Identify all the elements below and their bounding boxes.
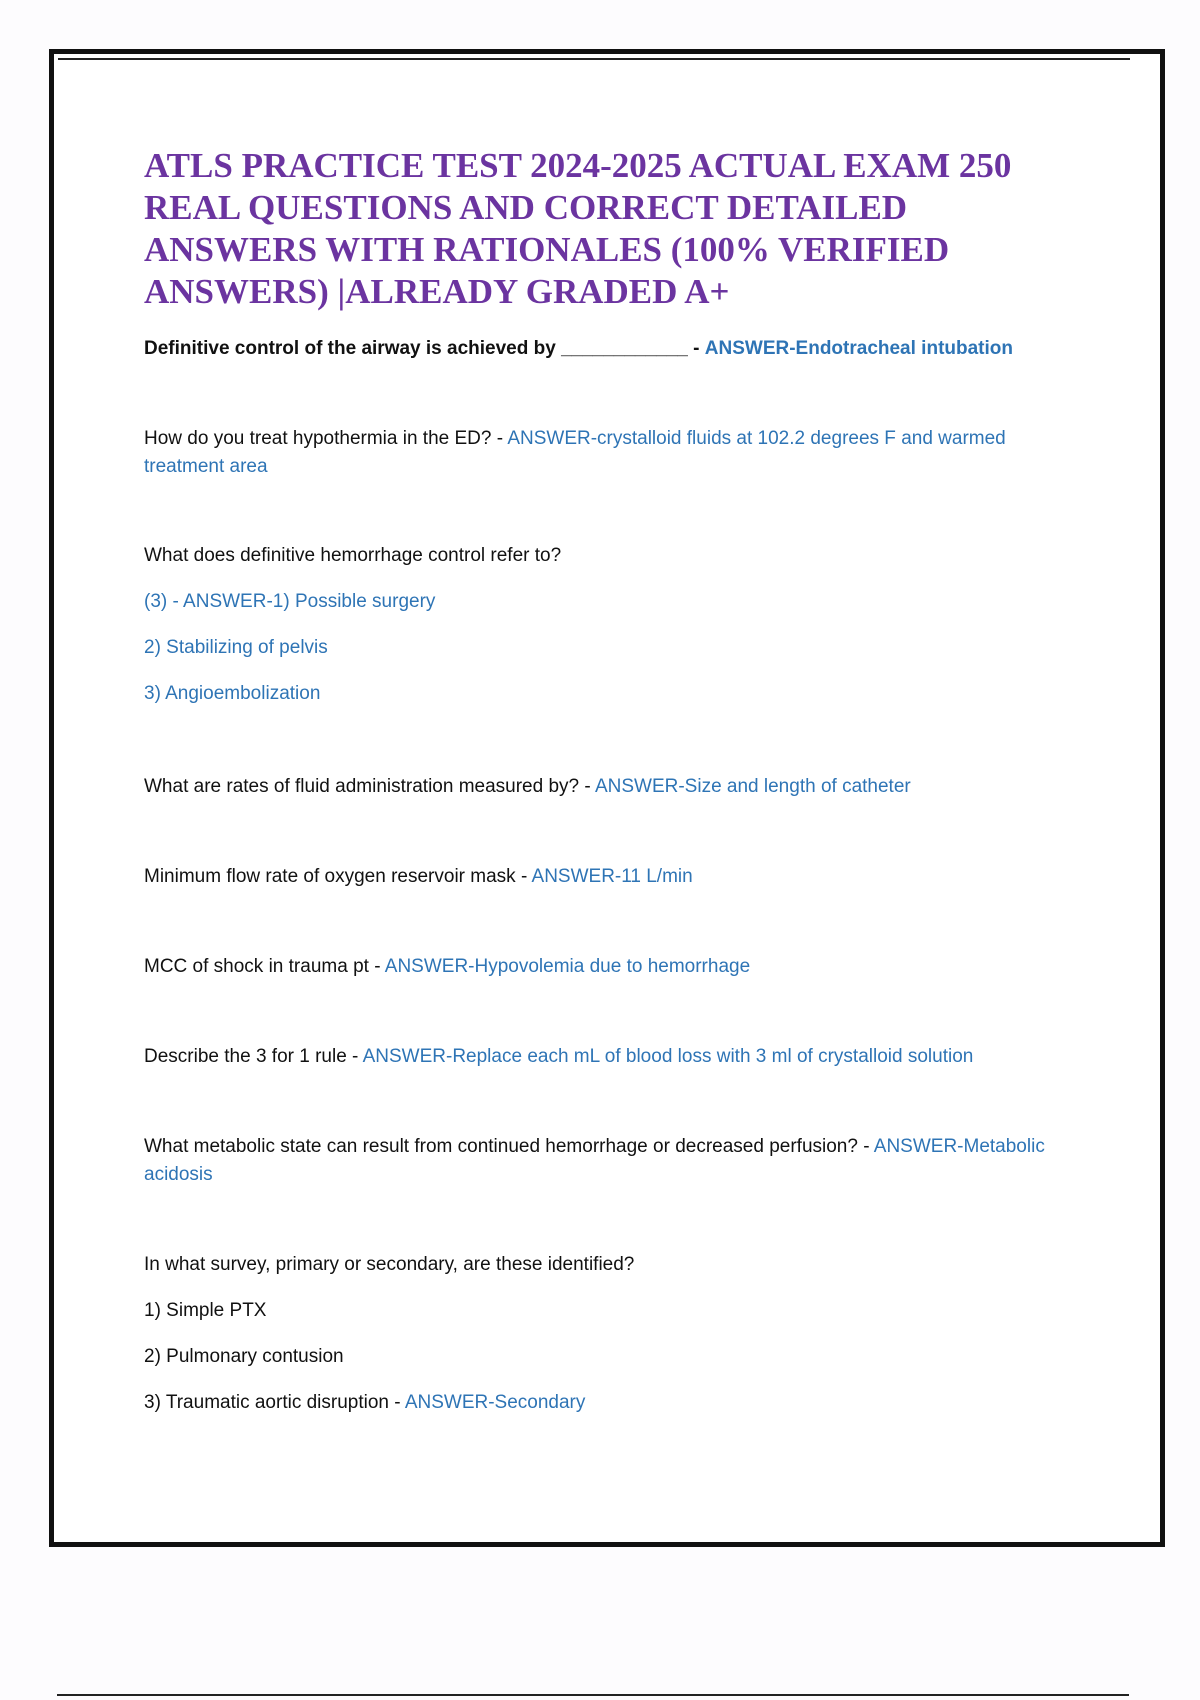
answer-text: ANSWER-Secondary [404, 1392, 586, 1413]
answer-text: ANSWER-Size and length of catheter [594, 776, 911, 797]
list-item: 1) Simple PTX [144, 1300, 267, 1321]
list-item: 2) Pulmonary contusion [144, 1346, 344, 1367]
answer-line: (3) - ANSWER-1) Possible surgery [144, 591, 436, 612]
question-text: Definitive control of the airway is achieved by ____________ - [144, 338, 700, 359]
answer-text: ANSWER-Endotracheal intubation [704, 338, 1013, 359]
answer-line: 2) Stabilizing of pelvis [144, 637, 328, 658]
question-text: What are rates of fluid administration measured by? - [144, 776, 591, 797]
question-text: In what survey, primary or secondary, are these identified? [144, 1254, 635, 1275]
question-text: Minimum flow rate of oxygen reservoir mask - [144, 866, 528, 887]
qa-item-4 [144, 773, 1074, 801]
top-rule [58, 58, 1130, 60]
list-item [144, 1389, 1074, 1417]
qa-item-3 [144, 542, 1074, 726]
question-text: How do you treat hypothermia in the ED? - [144, 428, 504, 449]
document-title: ATLS PRACTICE TEST 2024-2025 ACTUAL EXAM 250 REAL QUESTIONS AND CORRECT DETAILED ANSWERS WITH RATIONALES (100% VERIFIED ANSWERS) |ALREADY GRADED A+ [144, 146, 1012, 311]
answer-text: ANSWER-Hypovolemia due to hemorrhage [384, 956, 751, 977]
question-text: What metabolic state can result from continued hemorrhage or decreased perfusion? - [144, 1136, 870, 1157]
qa-item-6 [144, 953, 1074, 981]
document-content [144, 145, 1074, 1413]
qa-item-2 [144, 425, 1074, 481]
qa-item-1 [144, 335, 1074, 363]
list-item-text: 3) Traumatic aortic disruption - [144, 1392, 401, 1413]
answer-text: ANSWER-crystalloid fluids at 102.2 degrees F and warmed treatment area [144, 428, 1006, 477]
answer-text: ANSWER-Metabolic acidosis [144, 1136, 1045, 1185]
answer-text: ANSWER-Replace each mL of blood loss with 3 ml of crystalloid solution [362, 1046, 974, 1067]
answer-line: 3) Angioembolization [144, 683, 321, 704]
bottom-rule [57, 1694, 1129, 1696]
qa-item-5 [144, 863, 1074, 891]
question-text: What does definitive hemorrhage control refer to? [144, 545, 562, 566]
qa-item-7 [144, 1043, 1074, 1071]
qa-item-9 [144, 1251, 1074, 1435]
question-text: MCC of shock in trauma pt - [144, 956, 381, 977]
question-text: Describe the 3 for 1 rule - [144, 1046, 359, 1067]
answer-text: ANSWER-11 L/min [531, 866, 693, 887]
qa-item-8 [144, 1133, 1074, 1189]
